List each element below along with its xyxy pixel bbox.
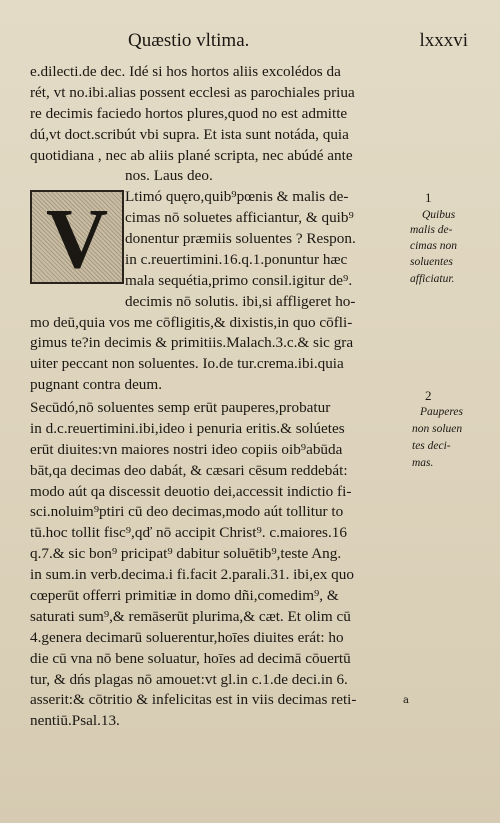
text-line: donentur præmiis soluentes ? Respon. xyxy=(125,230,356,248)
running-title: Quæstio vltima. xyxy=(128,30,250,51)
section-1-lines xyxy=(30,187,425,333)
section-1 xyxy=(30,187,425,333)
section-1-continued xyxy=(30,333,425,396)
margin-note-line: malis de- xyxy=(410,224,453,236)
margin-note-line: cimas non xyxy=(410,240,457,252)
decorated-initial-letter: V xyxy=(45,190,109,287)
margin-note-line: Pauperes xyxy=(420,406,464,418)
section-2 xyxy=(30,398,425,732)
text-line: die cū vna nō bene soluatur, hoīes ad decimā cōuertū xyxy=(30,649,351,667)
text-line: re decimis faciedo hortos plures,quod no est admitte xyxy=(30,104,348,122)
text-line: mo deū,quia vos me cōfligitis,& dixistis,in quo cōfli- xyxy=(30,313,353,331)
margin-number: 1 xyxy=(425,190,432,205)
body-text xyxy=(30,62,425,732)
margin-note-line: afficiatur. xyxy=(410,273,455,285)
text-line: saturati sum⁹,& remāserūt plurima,& cæt. Et olim cū xyxy=(30,607,351,625)
text-line: erūt diuites:vn maiores nostri ideo copiis oib⁹abūda xyxy=(30,440,343,458)
text-line: decimis nō solutis. ibi,si affligeret ho- xyxy=(125,292,356,310)
text-line: uiter peccant non soluentes. Io.de tur.crema.ibi.quia xyxy=(30,355,344,373)
text-line: nentiū.Psal.13. xyxy=(30,712,120,730)
text-line: in sum.in verb.decima.i fi.facit 2.parali.31. ibi,ex quo xyxy=(30,566,354,584)
text-line: e.dilecti.de dec. Idé si hos hortos aliis excolédos da xyxy=(30,63,341,80)
text-line: 4.genera decimarū soluerentur,hoīes diuites erát: ho xyxy=(30,628,344,646)
signature-mark: a xyxy=(403,695,409,706)
text-line: tur, & dńs plagas nō amouet:vt gl.in c.1.de deci.in 6. xyxy=(30,670,348,688)
margin-note-line: soluentes xyxy=(410,256,453,268)
text-line: gimus te?in decimis & primitiis.Malach.3.c.& sic gra xyxy=(30,334,354,352)
text-line: q.7.& sic bon⁹ pricipat⁹ dabitur soluētib⁹,teste Ang. xyxy=(30,545,342,563)
text-line: cimas nō soluetes afficiantur, & quib⁹ xyxy=(125,209,354,227)
margin-number: 2 xyxy=(425,388,432,403)
text-line: cœperūt offerri primitiæ in domo dñi,comedim⁹, & xyxy=(30,587,339,605)
text-line: in c.reuertimini.16.q.1.ponuntur hæc xyxy=(125,251,348,269)
text-line: mala sequétia,primo consil.igitur de⁹. xyxy=(125,271,353,289)
margin-note-line: mas. xyxy=(412,457,434,469)
text-line: Ltimó quęro,quib⁹pœnis & malis de- xyxy=(125,188,349,206)
text-line: sci.noluim⁹ptiri cū deo decimas,modo aút tollitur to xyxy=(30,503,344,521)
margin-note-line: non soluen xyxy=(412,423,463,435)
text-line: Secūdó,nō soluentes semp erūt pauperes,probatur xyxy=(30,399,331,417)
text-line: tū.hoc tollit fisc⁹,qď nō accipit Christ⁹. c.maiores.16 xyxy=(30,524,347,542)
paragraph-top xyxy=(30,62,425,187)
text-line: in d.c.reuertimini.ibi,ideo i penuria eritis.& solúetes xyxy=(30,419,345,437)
margin-note-line: Quibus xyxy=(422,209,456,221)
text-line: dú,vt doct.scribút vbi supra. Et ista sunt notáda, quia xyxy=(30,125,349,143)
folio-number: lxxxvi xyxy=(419,30,468,51)
text-line: pugnant contra deum. xyxy=(30,376,163,394)
text-line: modo aút qa discessit deuotio dei,accessit indictio fi- xyxy=(30,482,352,500)
text-line: rét, vt no.ibi.alias possent ecclesi as parochiales priua xyxy=(30,83,355,101)
margin-note-line: tes deci- xyxy=(412,440,451,452)
page-header xyxy=(128,30,468,56)
text-line: quotidiana , nec ab aliis plané scripta, nec abúdé ante xyxy=(30,146,353,164)
text-line: asserit:& cōtritio & infelicitas est in viis decimas reti- xyxy=(30,691,357,709)
text-line: nos. Laus deo. xyxy=(125,167,213,185)
text-line: bāt,qa decimas deo dabát, & cæsari cēsum reddebát: xyxy=(30,461,348,479)
